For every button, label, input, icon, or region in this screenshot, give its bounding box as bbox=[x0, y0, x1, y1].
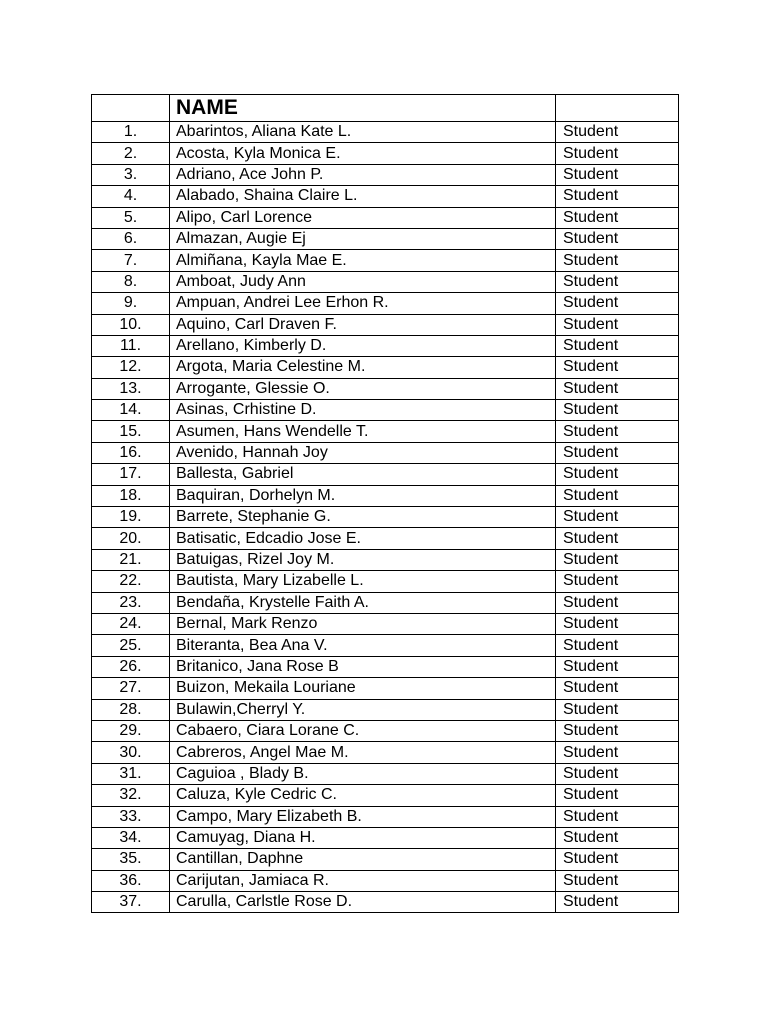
role-cell: Student bbox=[556, 250, 679, 271]
student-name-cell: Ballesta, Gabriel bbox=[170, 464, 556, 485]
student-name-cell: Carulla, Carlstle Rose D. bbox=[170, 892, 556, 913]
row-number-cell: 34. bbox=[92, 827, 170, 848]
table-row bbox=[92, 207, 679, 228]
table-row bbox=[92, 271, 679, 292]
table-row bbox=[92, 143, 679, 164]
role-cell: Student bbox=[556, 892, 679, 913]
row-number-cell: 28. bbox=[92, 699, 170, 720]
table-row bbox=[92, 485, 679, 506]
table-row bbox=[92, 378, 679, 399]
role-cell: Student bbox=[556, 571, 679, 592]
row-number-cell: 25. bbox=[92, 635, 170, 656]
student-name-cell: Ampuan, Andrei Lee Erhon R. bbox=[170, 293, 556, 314]
role-cell: Student bbox=[556, 635, 679, 656]
table-row bbox=[92, 720, 679, 741]
role-cell: Student bbox=[556, 806, 679, 827]
student-name-cell: Almiñana, Kayla Mae E. bbox=[170, 250, 556, 271]
student-name-cell: Aquino, Carl Draven F. bbox=[170, 314, 556, 335]
row-number-cell: 24. bbox=[92, 613, 170, 634]
row-number-cell: 21. bbox=[92, 549, 170, 570]
table-row bbox=[92, 613, 679, 634]
table-row bbox=[92, 785, 679, 806]
row-number-cell: 30. bbox=[92, 742, 170, 763]
row-number-cell: 33. bbox=[92, 806, 170, 827]
table-header-row bbox=[92, 95, 679, 122]
student-name-cell: Britanico, Jana Rose B bbox=[170, 656, 556, 677]
row-number-cell: 5. bbox=[92, 207, 170, 228]
role-cell: Student bbox=[556, 293, 679, 314]
table-row bbox=[92, 678, 679, 699]
role-cell: Student bbox=[556, 849, 679, 870]
row-number-cell: 1. bbox=[92, 122, 170, 143]
table-row bbox=[92, 507, 679, 528]
student-name-cell: Bautista, Mary Lizabelle L. bbox=[170, 571, 556, 592]
row-number-cell: 6. bbox=[92, 228, 170, 249]
student-name-cell: Bernal, Mark Renzo bbox=[170, 613, 556, 634]
row-number-cell: 10. bbox=[92, 314, 170, 335]
role-cell: Student bbox=[556, 678, 679, 699]
student-name-cell: Cantillan, Daphne bbox=[170, 849, 556, 870]
row-number-cell: 2. bbox=[92, 143, 170, 164]
student-name-cell: Asinas, Crhistine D. bbox=[170, 400, 556, 421]
role-cell: Student bbox=[556, 207, 679, 228]
student-name-cell: Cabaero, Ciara Lorane C. bbox=[170, 720, 556, 741]
row-number-cell: 11. bbox=[92, 335, 170, 356]
table-row bbox=[92, 656, 679, 677]
role-cell: Student bbox=[556, 720, 679, 741]
student-roster-table bbox=[91, 94, 679, 913]
header-role-cell bbox=[556, 95, 679, 122]
table-row bbox=[92, 164, 679, 185]
student-name-cell: Arrogante, Glessie O. bbox=[170, 378, 556, 399]
student-name-cell: Amboat, Judy Ann bbox=[170, 271, 556, 292]
row-number-cell: 15. bbox=[92, 421, 170, 442]
table-row bbox=[92, 870, 679, 891]
role-cell: Student bbox=[556, 143, 679, 164]
student-name-cell: Almazan, Augie Ej bbox=[170, 228, 556, 249]
role-cell: Student bbox=[556, 699, 679, 720]
role-cell: Student bbox=[556, 592, 679, 613]
student-name-cell: Baquiran, Dorhelyn M. bbox=[170, 485, 556, 506]
role-cell: Student bbox=[556, 742, 679, 763]
row-number-cell: 18. bbox=[92, 485, 170, 506]
student-name-cell: Bulawin,Cherryl Y. bbox=[170, 699, 556, 720]
table-row bbox=[92, 464, 679, 485]
row-number-cell: 37. bbox=[92, 892, 170, 913]
student-name-cell: Buizon, Mekaila Louriane bbox=[170, 678, 556, 699]
row-number-cell: 13. bbox=[92, 378, 170, 399]
student-name-cell: Argota, Maria Celestine M. bbox=[170, 357, 556, 378]
table-row bbox=[92, 442, 679, 463]
student-name-cell: Acosta, Kyla Monica E. bbox=[170, 143, 556, 164]
role-cell: Student bbox=[556, 507, 679, 528]
table-body bbox=[92, 122, 679, 913]
student-name-cell: Asumen, Hans Wendelle T. bbox=[170, 421, 556, 442]
role-cell: Student bbox=[556, 400, 679, 421]
row-number-cell: 17. bbox=[92, 464, 170, 485]
row-number-cell: 9. bbox=[92, 293, 170, 314]
student-name-cell: Avenido, Hannah Joy bbox=[170, 442, 556, 463]
student-name-cell: Carijutan, Jamiaca R. bbox=[170, 870, 556, 891]
role-cell: Student bbox=[556, 335, 679, 356]
student-name-cell: Adriano, Ace John P. bbox=[170, 164, 556, 185]
role-cell: Student bbox=[556, 827, 679, 848]
row-number-cell: 31. bbox=[92, 763, 170, 784]
row-number-cell: 4. bbox=[92, 186, 170, 207]
row-number-cell: 16. bbox=[92, 442, 170, 463]
row-number-cell: 3. bbox=[92, 164, 170, 185]
student-name-cell: Caguioa , Blady B. bbox=[170, 763, 556, 784]
role-cell: Student bbox=[556, 357, 679, 378]
table-row bbox=[92, 250, 679, 271]
role-cell: Student bbox=[556, 785, 679, 806]
table-row bbox=[92, 314, 679, 335]
student-name-cell: Barrete, Stephanie G. bbox=[170, 507, 556, 528]
table-row bbox=[92, 421, 679, 442]
student-name-cell: Campo, Mary Elizabeth B. bbox=[170, 806, 556, 827]
student-name-cell: Biteranta, Bea Ana V. bbox=[170, 635, 556, 656]
student-name-cell: Cabreros, Angel Mae M. bbox=[170, 742, 556, 763]
role-cell: Student bbox=[556, 271, 679, 292]
role-cell: Student bbox=[556, 186, 679, 207]
role-cell: Student bbox=[556, 464, 679, 485]
table-row bbox=[92, 763, 679, 784]
role-cell: Student bbox=[556, 613, 679, 634]
student-name-cell: Alabado, Shaina Claire L. bbox=[170, 186, 556, 207]
table-row bbox=[92, 122, 679, 143]
student-name-cell: Caluza, Kyle Cedric C. bbox=[170, 785, 556, 806]
role-cell: Student bbox=[556, 870, 679, 891]
row-number-cell: 12. bbox=[92, 357, 170, 378]
row-number-cell: 20. bbox=[92, 528, 170, 549]
role-cell: Student bbox=[556, 228, 679, 249]
table-row bbox=[92, 357, 679, 378]
table-row bbox=[92, 699, 679, 720]
table-row bbox=[92, 635, 679, 656]
table-row bbox=[92, 592, 679, 613]
header-number-cell bbox=[92, 95, 170, 122]
role-cell: Student bbox=[556, 314, 679, 335]
row-number-cell: 8. bbox=[92, 271, 170, 292]
role-cell: Student bbox=[556, 528, 679, 549]
row-number-cell: 35. bbox=[92, 849, 170, 870]
row-number-cell: 22. bbox=[92, 571, 170, 592]
table-row bbox=[92, 528, 679, 549]
table-row bbox=[92, 549, 679, 570]
role-cell: Student bbox=[556, 378, 679, 399]
student-name-cell: Alipo, Carl Lorence bbox=[170, 207, 556, 228]
student-name-cell: Batisatic, Edcadio Jose E. bbox=[170, 528, 556, 549]
role-cell: Student bbox=[556, 549, 679, 570]
student-name-cell: Abarintos, Aliana Kate L. bbox=[170, 122, 556, 143]
row-number-cell: 36. bbox=[92, 870, 170, 891]
row-number-cell: 7. bbox=[92, 250, 170, 271]
role-cell: Student bbox=[556, 442, 679, 463]
row-number-cell: 19. bbox=[92, 507, 170, 528]
row-number-cell: 27. bbox=[92, 678, 170, 699]
table-row bbox=[92, 186, 679, 207]
row-number-cell: 23. bbox=[92, 592, 170, 613]
table-row bbox=[92, 827, 679, 848]
header-name-cell: NAME bbox=[170, 95, 556, 122]
table-row bbox=[92, 228, 679, 249]
student-name-cell: Bendaña, Krystelle Faith A. bbox=[170, 592, 556, 613]
role-cell: Student bbox=[556, 164, 679, 185]
table-row bbox=[92, 400, 679, 421]
role-cell: Student bbox=[556, 763, 679, 784]
table-row bbox=[92, 571, 679, 592]
table-row bbox=[92, 806, 679, 827]
role-cell: Student bbox=[556, 421, 679, 442]
table-row bbox=[92, 892, 679, 913]
student-name-cell: Batuigas, Rizel Joy M. bbox=[170, 549, 556, 570]
table-row bbox=[92, 849, 679, 870]
row-number-cell: 14. bbox=[92, 400, 170, 421]
student-name-cell: Camuyag, Diana H. bbox=[170, 827, 556, 848]
row-number-cell: 29. bbox=[92, 720, 170, 741]
role-cell: Student bbox=[556, 485, 679, 506]
role-cell: Student bbox=[556, 122, 679, 143]
row-number-cell: 26. bbox=[92, 656, 170, 677]
role-cell: Student bbox=[556, 656, 679, 677]
table-row bbox=[92, 335, 679, 356]
table-row bbox=[92, 742, 679, 763]
row-number-cell: 32. bbox=[92, 785, 170, 806]
table-row bbox=[92, 293, 679, 314]
student-name-cell: Arellano, Kimberly D. bbox=[170, 335, 556, 356]
